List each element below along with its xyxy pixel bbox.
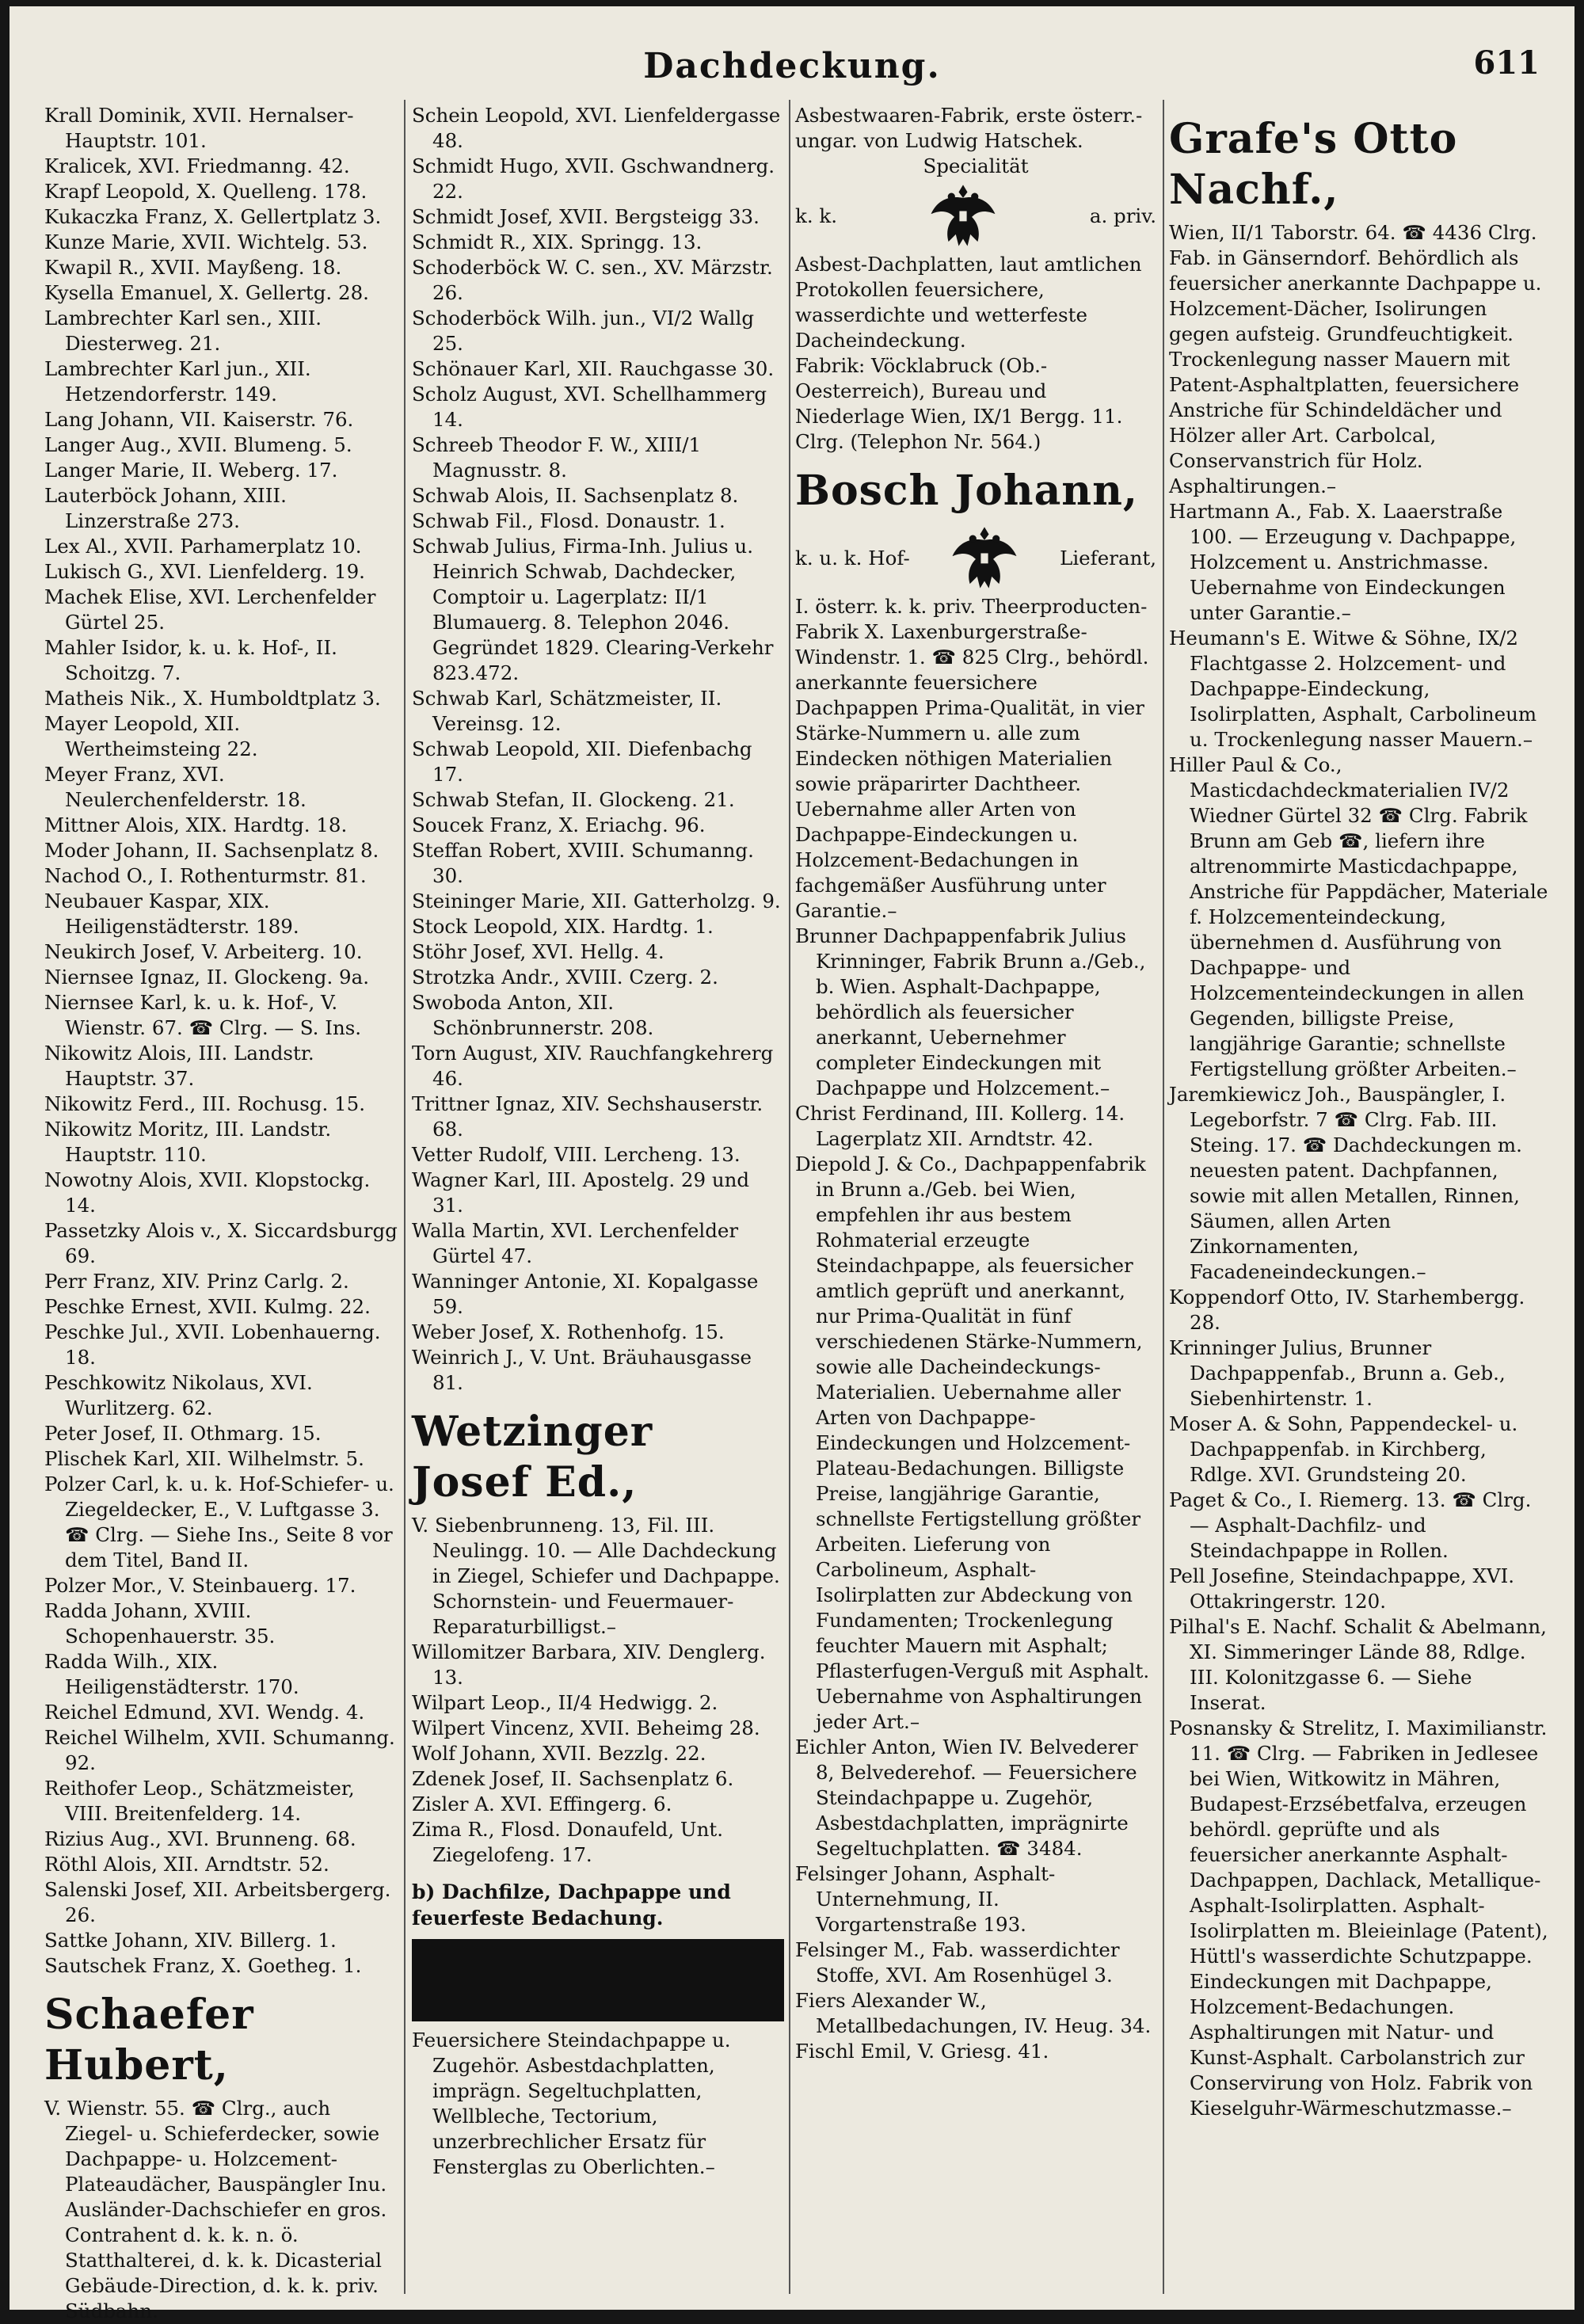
directory-entry: Soucek Franz, X. Eriachg. 96.: [412, 813, 706, 836]
advert-text: [795, 252, 1156, 455]
directory-entry: Feuersichere Steindachpappe u. Zugehör. Asbestdachplatten, imprägn. Segeltuchplatten, Wellbleche, Tectorium, unzerbrechlicher Ersatz für Fensterglas zu Oberlichten.–: [412, 2029, 731, 2178]
directory-entry: Matheis Nik., X. Humboldtplatz 3.: [44, 687, 381, 710]
directory-entry: Salenski Josef, XII. Arbeitsbergerg. 26.: [44, 1878, 391, 1926]
directory-entry: Steffan Robert, XVIII. Schumanng. 30.: [412, 839, 754, 887]
directory-entry: Sautschek Franz, X. Goetheg. 1.: [44, 1954, 362, 1977]
display-name: Grafe's Otto Nachf.,: [1169, 115, 1458, 214]
advert-text: [795, 103, 1156, 154]
directory-entry: Wilpart Leop., II/4 Hedwigg. 2.: [412, 1691, 718, 1714]
column-3: [795, 103, 1156, 2289]
blacked-out-block: [412, 1939, 784, 2021]
directory-entry: Fischl Emil, V. Griesg. 41.: [795, 2040, 1049, 2063]
directory-entry: Rizius Aug., XVI. Brunneng. 68.: [44, 1827, 356, 1850]
directory-entry: Schoderböck Wilh. jun., VI/2 Wallg 25.: [412, 307, 755, 355]
display-name: Wetzinger Josef Ed.,: [412, 1408, 653, 1507]
directory-entry: Weber Josef, X. Rothenhofg. 15.: [412, 1320, 725, 1343]
directory-entry: Schwab Leopold, XII. Diefenbachg 17.: [412, 737, 752, 786]
section-heading: b) Dachfilze, Dachpappe und feuerfeste Bedachung.: [412, 1880, 731, 1930]
directory-entry: Zdenek Josef, II. Sachsenplatz 6.: [412, 1767, 734, 1790]
column-rule: [404, 100, 406, 2294]
directory-entry: Nikowitz Ferd., III. Rochusg. 15.: [44, 1092, 366, 1115]
directory-entry: Reichel Edmund, XVI. Wendg. 4.: [44, 1701, 365, 1724]
directory-entry: Reichel Wilhelm, XVII. Schumanng. 92.: [44, 1726, 395, 1774]
directory-entry: Wilpert Vincenz, XVII. Beheimg 28.: [412, 1716, 760, 1739]
directory-entry: Schmidt Josef, XVII. Bergsteigg 33.: [412, 205, 760, 228]
directory-entry: Moder Johann, II. Sachsenplatz 8.: [44, 839, 379, 862]
directory-entry: Hiller Paul & Co., Masticdachdeckmaterialien IV/2 Wiedner Gürtel 32 ☎ Clrg. Fabrik Brunn am Geb ☎, liefern ihre altrenommirte Masticdachpappe, Anstriche für Pappdächer, Materiale f. Holzcementeindeckung, übernehmen d. Ausführung von Dachpappe- und Holzcementeindeckungen in allen Gegenden, billigste Preise, langjährige Garantie; schnellste Fertigstellung größter Arbeiten.–: [1169, 753, 1548, 1080]
directory-entry: Scholz August, XVI. Schellhammerg 14.: [412, 383, 767, 431]
directory-entry: Lang Johann, VII. Kaiserstr. 76.: [44, 408, 354, 431]
directory-entry: Trittner Ignaz, XIV. Sechshauserstr. 68.: [412, 1092, 763, 1141]
directory-entry: Felsinger Johann, Asphalt-Unternehmung, II. Vorgartenstraße 193.: [795, 1862, 1056, 1936]
directory-entry: Zima R., Flosd. Donaufeld, Unt. Ziegelofeng. 17.: [412, 1818, 723, 1866]
directory-entry: Mittner Alois, XIX. Hardtg. 18.: [44, 813, 348, 836]
directory-page: [10, 6, 1574, 2322]
display-name: Schaefer Hubert,: [44, 1991, 254, 2090]
directory-entry: Vetter Rudolf, VIII. Lercheng. 13.: [412, 1143, 741, 1166]
directory-entry: Langer Marie, II. Weberg. 17.: [44, 459, 338, 482]
directory-entry: Krapf Leopold, X. Quelleng. 178.: [44, 180, 367, 203]
directory-entry: Sattke Johann, XIV. Billerg. 1.: [44, 1929, 337, 1952]
directory-entry: Niernsee Ignaz, II. Glockeng. 9a.: [44, 966, 370, 989]
directory-entry: Willomitzer Barbara, XIV. Denglerg. 13.: [412, 1640, 766, 1689]
directory-entry: Lex Al., XVII. Parhamerplatz 10.: [44, 535, 362, 558]
directory-entry: Jaremkiewicz Joh., Bauspängler, I. Legeborfstr. 7 ☎ Clrg. Fab. III. Steing. 17. ☎ Dachdeckungen m. neuesten patent. Dachpfannen, sowie mit allen Metallen, Rinnen, Säumen, allen Arten Zinkornamenten, Facadeneindeckungen.–: [1169, 1083, 1522, 1283]
directory-entry: Schreeb Theodor F. W., XIII/1 Magnusstr. 8.: [412, 433, 702, 482]
directory-entry: Kunze Marie, XVII. Wichtelg. 53.: [44, 230, 368, 253]
directory-entry: Radda Johann, XVIII. Schopenhauerstr. 35.: [44, 1599, 276, 1648]
directory-entry: Schoderböck W. C. sen., XV. Märzstr. 26.: [412, 256, 773, 304]
column-4: [1169, 103, 1551, 2289]
directory-entry: Schein Leopold, XVI. Lienfeldergasse 48.: [412, 104, 781, 152]
directory-entry: Posnansky & Strelitz, I. Maximilianstr. 11. ☎ Clrg. — Fabriken in Jedlesee bei Wien, Witkowitz in Mähren, Budapest-Erzsébetfalva, erzeugen behördl. geprüfte und als feuersicher anerkannte Asphalt-Dachpappen, Dachlack, Metallique-Asphalt-Isolirplatten. Asphalt-Isolirplatten m. Bleieinlage (Patent), Hüttl's wasserdichte Schutzpappe. Eindeckungen mit Dachpappe, Holzcement-Bedachungen. Asphaltirungen mit Natur- und Kunst-Asphalt. Carbolanstrich zur Conservirung von Holz. Fabrik von Kieselguhr-Wärmeschutzmasse.–: [1169, 1716, 1548, 2120]
directory-entry: Mayer Leopold, XII. Wertheimsteing 22.: [44, 712, 258, 760]
directory-entry: Lambrechter Karl sen., XIII. Diesterweg. 21.: [44, 307, 322, 355]
double-eagle-icon: [948, 521, 1021, 594]
column-rule: [789, 100, 790, 2294]
directory-entry: Nowotny Alois, XVII. Klopstockg. 14.: [44, 1168, 371, 1217]
directory-entry: Peter Josef, II. Othmarg. 15.: [44, 1422, 322, 1445]
directory-entry: Schönauer Karl, XII. Rauchgasse 30.: [412, 357, 775, 380]
column-1: [44, 103, 398, 2322]
directory-entry: Brunner Dachpappenfabrik Julius Krinninger, Fabrik Brunn a./Geb., b. Wien. Asphalt-Dachpappe, behördlich als feuersicher anerkannt, Uebernehmer completer Eindeckungen mit Dachpappe und Holzcement.–: [795, 924, 1146, 1099]
directory-entry: Neubauer Kaspar, XIX. Heiligenstädterstr. 189.: [44, 890, 299, 938]
directory-entry: Diepold J. & Co., Dachpappenfabrik in Brunn a./Geb. bei Wien, empfehlen ihr aus bestem Rohmaterial erzeugte Steindachpappe, als feuersicher amtlich geprüft und anerkannt, nur Prima-Qualität in fünf verschiedenen Stärke-Nummern, sowie alle Dacheindeckungs-Materialien. Uebernahme aller Arten von Dachpappe-Eindeckungen und Holzcement-Plateau-Bedachungen. Billigste Preise, langjährige Garantie, schnellste Fertigstellung größter Arbeiten. Lieferung von Carbolineum, Asphalt-Isolirplatten zur Abdeckung von Fundamenten; Trockenlegung feuchter Mauern mit Asphalt; Pflasterfugen-Verguß mit Asphalt. Uebernahme von Asphaltirungen jeder Art.–: [795, 1152, 1150, 1733]
running-header: [10, 44, 1574, 100]
directory-entry: Röthl Alois, XII. Arndtstr. 52.: [44, 1853, 329, 1876]
column-rule: [1163, 100, 1164, 2294]
advert-text: [1169, 220, 1551, 499]
directory-entry: Reithofer Leop., Schätzmeister, VIII. Breitenfelderg. 14.: [44, 1777, 355, 1825]
directory-entry: Pell Josefine, Steindachpappe, XVI. Ottakringerstr. 120.: [1169, 1564, 1515, 1613]
directory-entry: Wagner Karl, III. Apostelg. 29 und 31.: [412, 1168, 750, 1217]
directory-entry: Polzer Carl, k. u. k. Hof-Schiefer- u. Ziegeldecker, E., V. Luftgasse 3. ☎ Clrg. — Siehe Ins., Seite 8 vor dem Titel, Band II.: [44, 1473, 394, 1572]
advert-paragraph: Wien, II/1 Taborstr. 64. ☎ 4436 Clrg. Fab. in Gänserndorf. Behördlich als feuersicher anerkannte Dachpappe u. Holzcement-Dächer, Isolirungen gegen aufsteig. Grundfeuchtigkeit. Trockenlegung nasser Mauern mit Patent-Asphaltplatten, feuersichere Anstriche für Schindeldächer und Hölzer aller Art. Carbolcal, Conservanstrich für Holz. Asphaltirungen.–: [1169, 221, 1542, 497]
page-title: Dachdeckung.: [643, 46, 941, 86]
directory-entry: Walla Martin, XVI. Lerchenfelder Gürtel 47.: [412, 1219, 739, 1267]
directory-entry: Schwab Karl, Schätzmeister, II. Vereinsg. 12.: [412, 687, 722, 735]
directory-entry: Polzer Mor., V. Steinbauerg. 17.: [44, 1574, 356, 1597]
directory-entry: Krall Dominik, XVII. Hernalser-Hauptstr. 101.: [44, 104, 354, 152]
arms-left-text: k. u. k. Hof-: [795, 546, 910, 570]
directory-entry: Peschke Ernest, XVII. Kulmg. 22.: [44, 1295, 371, 1318]
directory-entry: Langer Aug., XVII. Blumeng. 5.: [44, 433, 352, 456]
directory-entry: Schwab Fil., Flosd. Donaustr. 1.: [412, 509, 725, 532]
directory-entry: Kukaczka Franz, X. Gellertplatz 3.: [44, 205, 382, 228]
coat-of-arms-row: [795, 521, 1156, 594]
directory-entry: Krinninger Julius, Brunner Dachpappenfab., Brunn a. Geb., Siebenhirtenstr. 1.: [1169, 1336, 1506, 1410]
page-number: 611: [1473, 44, 1540, 82]
directory-entry: Schwab Julius, Firma-Inh. Julius u. Heinrich Schwab, Dachdecker, Comptoir u. Lagerplatz: II/1 Blumauerg. 8. Telephon 2046. Gegründet 1829. Clearing-Verkehr 823.472.: [412, 535, 774, 684]
directory-entry: Heumann's E. Witwe & Söhne, IX/2 Flachtgasse 2. Holzcement- und Dachpappe-Eindeckung, Isolirplatten, Asphalt, Carbolineum u. Trockenlegung nasser Mauern.–: [1169, 627, 1537, 751]
directory-entry: Peschke Jul., XVII. Lobenhauerng. 18.: [44, 1320, 381, 1369]
advert-paragraph: Asbest-Dachplatten, laut amtlichen Protokollen feuersichere, wasserdichte und wetterfeste Dacheindeckung.: [795, 253, 1142, 352]
directory-entry: Kralicek, XVI. Friedmanng. 42.: [44, 154, 350, 177]
directory-entry: Passetzky Alois v., X. Siccardsburgg 69.: [44, 1219, 398, 1267]
directory-entry: Radda Wilh., XIX. Heiligenstädterstr. 170.: [44, 1650, 299, 1698]
advert-text: [795, 594, 1156, 924]
directory-entry: Torn August, XIV. Rauchfangkehrerg 46.: [412, 1042, 774, 1090]
advert-paragraph: Asbestwaaren-Fabrik, erste österr.-ungar. von Ludwig Hatschek.: [795, 104, 1143, 152]
directory-entry: Wolf Johann, XVII. Bezzlg. 22.: [412, 1742, 706, 1765]
directory-entry: Steininger Marie, XII. Gatterholzg. 9.: [412, 890, 781, 912]
directory-entry: Kysella Emanuel, X. Gellertg. 28.: [44, 281, 369, 304]
directory-entry: Zisler A. XVI. Effingerg. 6.: [412, 1793, 672, 1815]
directory-entry: Felsinger M., Fab. wasserdichter Stoffe, XVI. Am Rosenhügel 3.: [795, 1938, 1120, 1987]
directory-entry: Wanninger Antonie, XI. Kopalgasse 59.: [412, 1270, 759, 1318]
directory-entry: Swoboda Anton, XII. Schönbrunnerstr. 208.: [412, 991, 654, 1039]
column-2: [412, 103, 784, 2289]
directory-entry: Perr Franz, XIV. Prinz Carlg. 2.: [44, 1270, 349, 1293]
directory-entry: Lambrechter Karl jun., XII. Hetzendorferstr. 149.: [44, 357, 311, 406]
advert-paragraph: Specialität: [923, 154, 1029, 177]
directory-entry: Plischek Karl, XII. Wilhelmstr. 5.: [44, 1447, 364, 1470]
arms-right-text: a. priv.: [1089, 204, 1156, 227]
directory-entry: Fiers Alexander W., Metallbedachungen, IV. Heug. 34.: [795, 1989, 1152, 2037]
double-eagle-icon: [927, 179, 1000, 252]
directory-entry: Peschkowitz Nikolaus, XVI. Wurlitzerg. 62.: [44, 1371, 313, 1419]
arms-left-text: k. k.: [795, 204, 838, 227]
directory-entry: Schwab Stefan, II. Glockeng. 21.: [412, 788, 735, 811]
directory-entry: Hartmann A., Fab. X. Laaerstraße 100. — Erzeugung v. Dachpappe, Holzcement u. Anstrichmasse. Uebernahme von Eindeckungen unter Garantie.–: [1169, 500, 1517, 624]
directory-entry: Meyer Franz, XVI. Neulerchenfelderstr. 18.: [44, 763, 307, 811]
arms-right-text: Lieferant,: [1060, 546, 1156, 570]
directory-entry: Lauterböck Johann, XIII. Linzerstraße 273.: [44, 484, 287, 532]
directory-entry: Koppendorf Otto, IV. Starhembergg. 28.: [1169, 1286, 1525, 1334]
directory-entry: Paget & Co., I. Riemerg. 13. ☎ Clrg. — Asphalt-Dachfilz- und Steindachpappe in Rollen.: [1169, 1488, 1532, 1562]
directory-entry: Strotzka Andr., XVIII. Czerg. 2.: [412, 966, 718, 989]
directory-entry: V. Siebenbrunneng. 13, Fil. III. Neulingg. 10. — Alle Dachdeckung in Ziegel, Schiefer und Dachpappe. Schornstein- und Feuermauer-Reparaturbilligst.–: [412, 1514, 780, 1638]
coat-of-arms-row: [795, 179, 1156, 252]
advert-text: [795, 154, 1156, 179]
display-name: Bosch Johann,: [795, 467, 1138, 515]
directory-entry: Eichler Anton, Wien IV. Belvederег 8, Belvederehof. — Feuersichere Steindachpappe u. Zugehör, Asbestdachplatten, imprägnirte Segeltuchplatten. ☎ 3484.: [795, 1735, 1139, 1860]
directory-entry: Neukirch Josef, V. Arbeiterg. 10.: [44, 940, 363, 963]
directory-entry: Nachod O., I. Rothenturmstr. 81.: [44, 864, 367, 887]
directory-entry: Mahler Isidor, k. u. k. Hof-, II. Schoitzg. 7.: [44, 636, 337, 684]
directory-entry: Moser A. & Sohn, Pappendeckel- u. Dachpappenfab. in Kirchberg, Rdlge. XVI. Grundsteing 20.: [1169, 1412, 1518, 1486]
directory-entry: Weinrich J., V. Unt. Bräuhausgasse 81.: [412, 1346, 752, 1394]
directory-entry: Kwapil R., XVII. Mayßeng. 18.: [44, 256, 342, 279]
directory-entry: Stöhr Josef, XVI. Hellg. 4.: [412, 940, 664, 963]
directory-entry: Schmidt Hugo, XVII. Gschwandnerg. 22.: [412, 154, 775, 203]
directory-entry: Lukisch G., XVI. Lienfelderg. 19.: [44, 560, 365, 583]
directory-entry: Schmidt R., XIX. Springg. 13.: [412, 230, 703, 253]
directory-entry: Christ Ferdinand, III. Kollerg. 14. Lagerplatz XII. Arndtstr. 42.: [795, 1102, 1125, 1150]
directory-entry: V. Wienstr. 55. ☎ Clrg., auch Ziegel- u. Schieferdecker, sowie Dachpappe- u. Holzcement-Plateaudächer, Bauspängler Inu. Ausländer-Dachschiefer en gros. Contrahent d. k. k. n. ö. Statthalterei, d. k. k. Dicasterial Gebäude-Direction, d. k. k. priv. Südbahn.: [44, 2097, 387, 2322]
directory-entry: Machek Elise, XVI. Lerchenfelder Gürtel 25.: [44, 585, 376, 634]
directory-entry: Pilhal's E. Nachf. Schalit & Abelmann, XI. Simmeringer Lände 88, Rdlge. III. Kolonitzgasse 6. — Siehe Inserat.: [1169, 1615, 1547, 1714]
advert-paragraph: I. österr. k. k. priv. Theerproducten-Fabrik X. Laxenburgerstraße-Windenstr. 1. ☎ 825 Clrg., behördl. anerkannte feuersichere Dachpappen Prima-Qualität, in vier Stärke-Nummern u. alle zum Eindecken nöthigen Materialien sowie präparirter Dachtheer. Uebernahme aller Arten von Dachpappe-Eindeckungen u. Holzcement-Bedachungen in fachgemäßer Ausführung unter Garantie.–: [795, 595, 1149, 922]
advert-paragraph: Fabrik: Vöcklabruck (Ob.-Oesterreich), Bureau und Niederlage Wien, IX/1 Bergg. 11. Clrg. (Telephon Nr. 564.): [795, 354, 1123, 453]
directory-entry: Nikowitz Alois, III. Landstr. Hauptstr. 37.: [44, 1042, 314, 1090]
directory-entry: Stock Leopold, XIX. Hardtg. 1.: [412, 915, 714, 938]
directory-entry: Niernsee Karl, k. u. k. Hof-, V. Wienstr. 67. ☎ Clrg. — S. Ins.: [44, 991, 362, 1039]
directory-entry: Nikowitz Moritz, III. Landstr. Hauptstr. 110.: [44, 1118, 332, 1166]
directory-entry: Schwab Alois, II. Sachsenplatz 8.: [412, 484, 739, 507]
